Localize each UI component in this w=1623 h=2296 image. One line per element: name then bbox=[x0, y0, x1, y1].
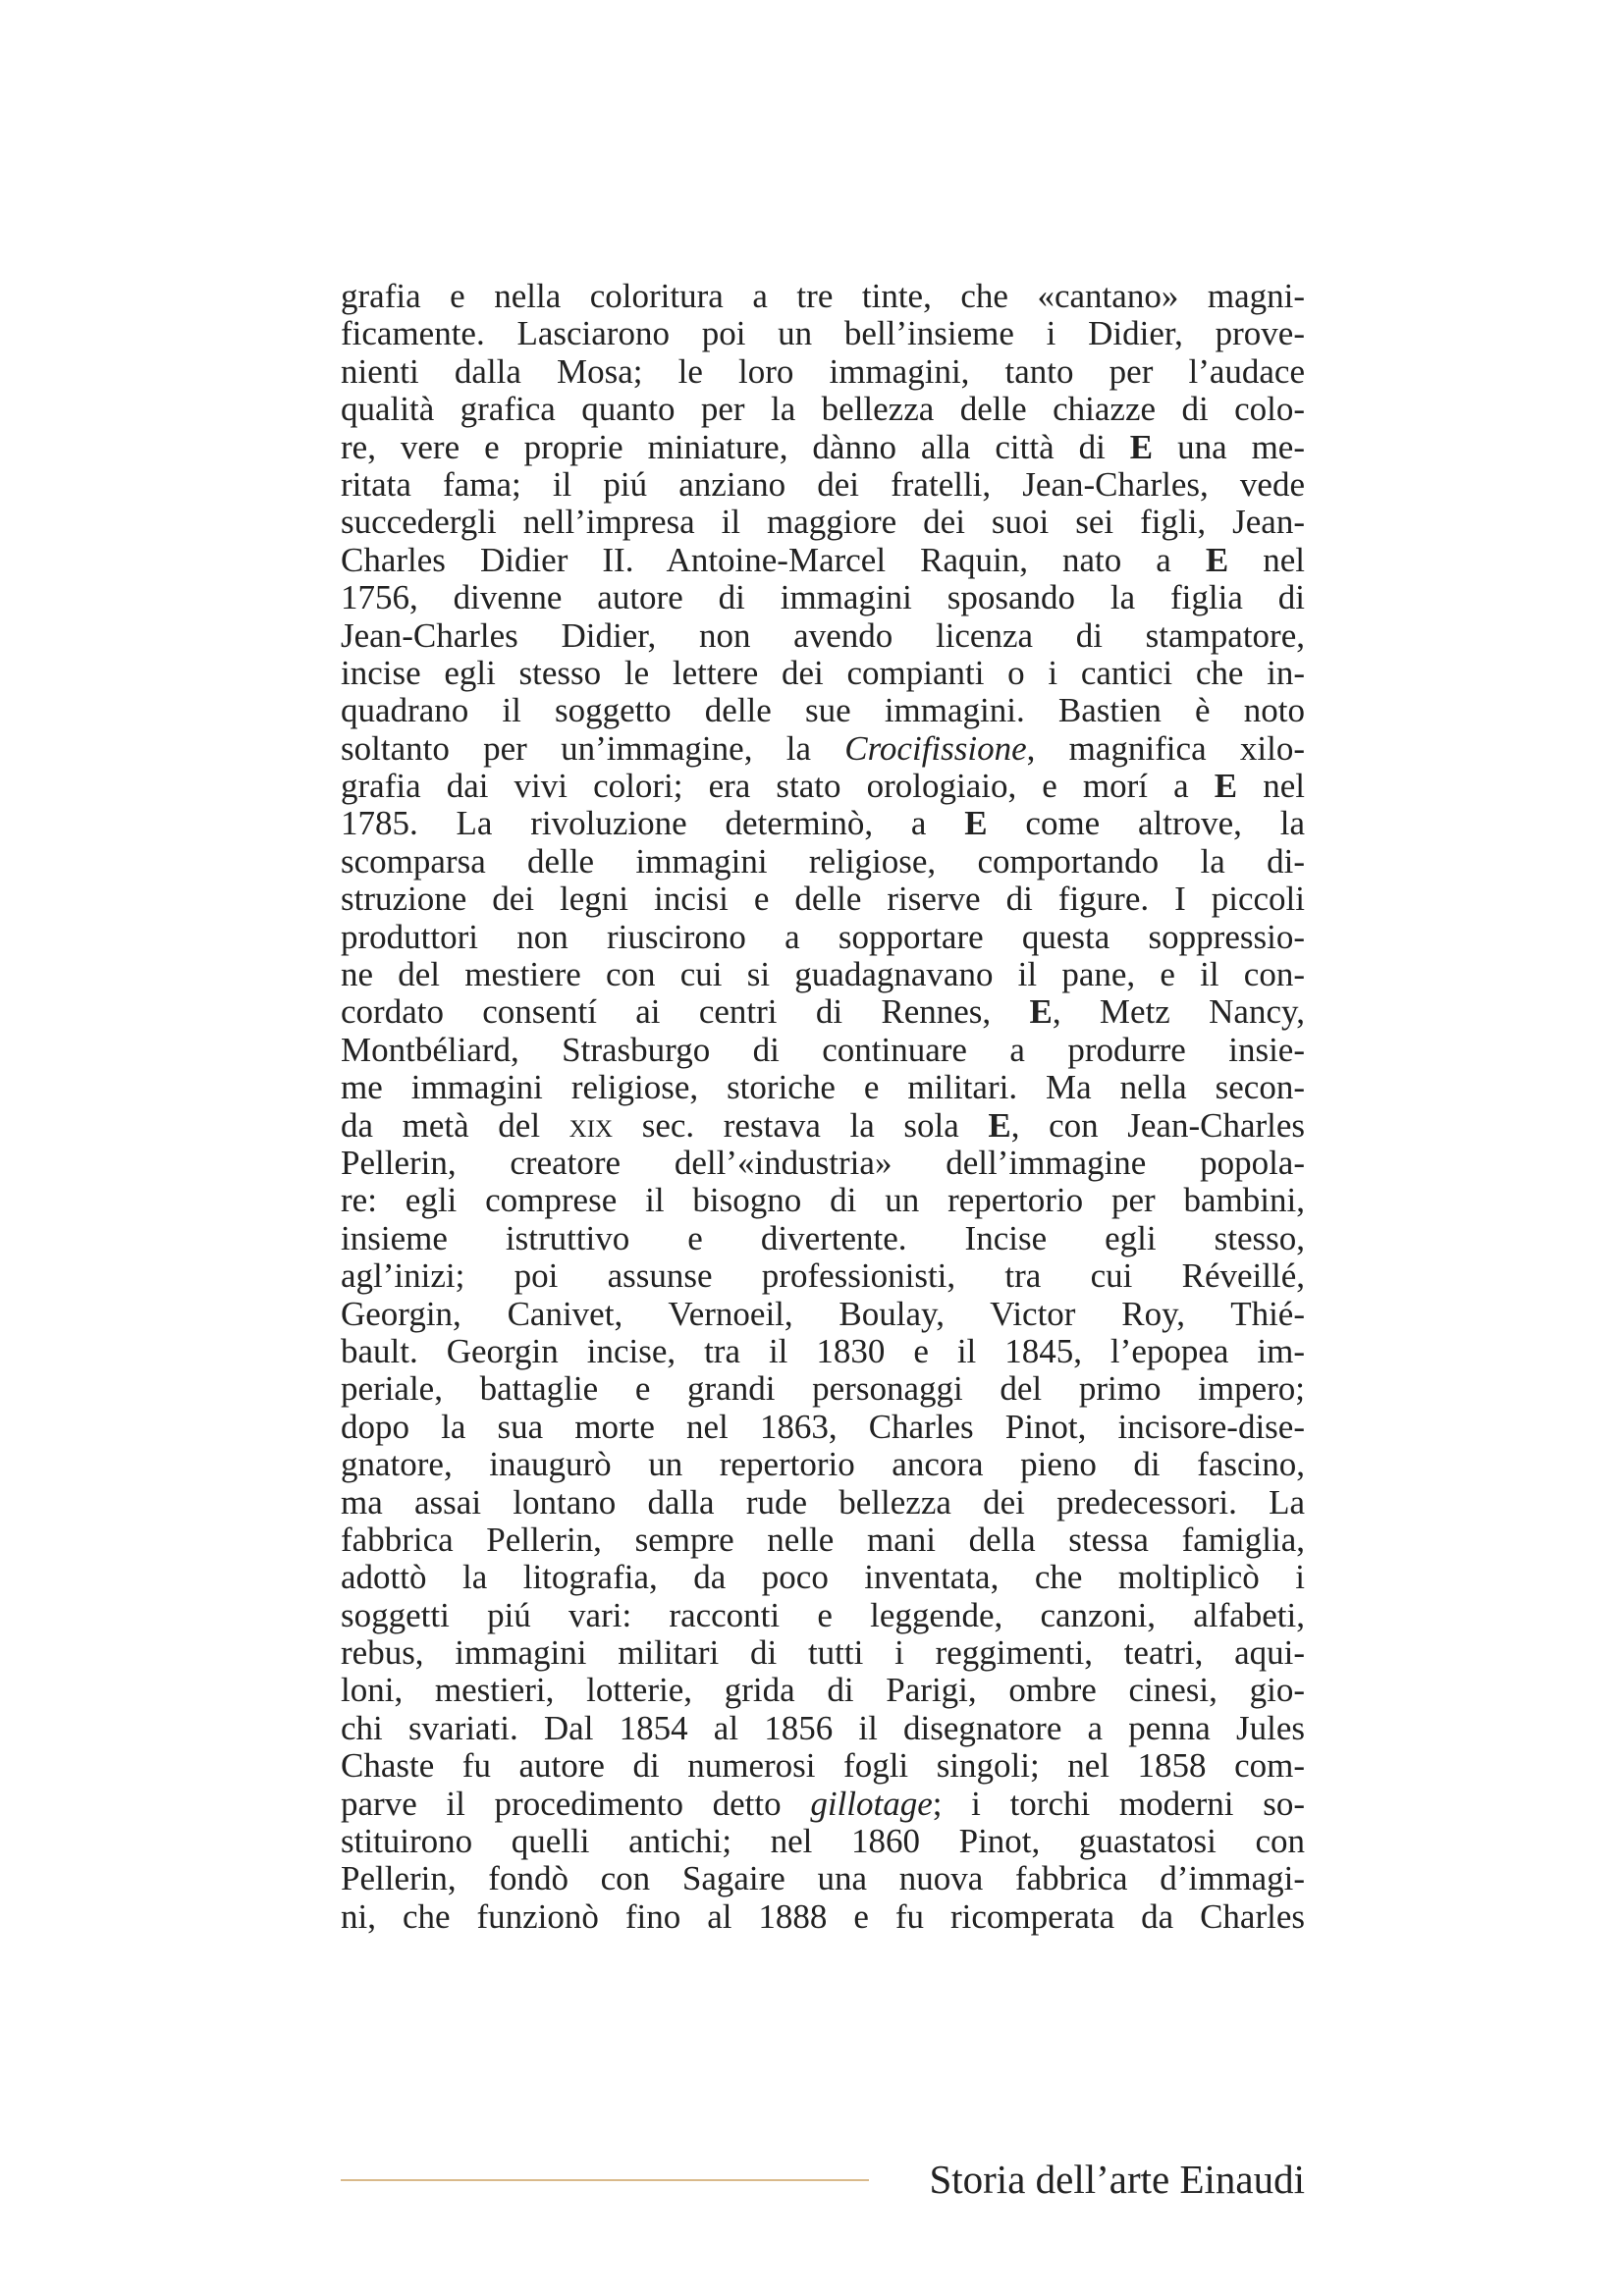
text-line: soggetti piú vari: racconti e leggende, canzoni, alfabeti, bbox=[341, 1595, 1305, 1634]
text-line: ma assai lontano dalla rude bellezza dei predecessori. La bbox=[341, 1482, 1305, 1522]
text-line: fabbrica Pellerin, sempre nelle mani della stessa famiglia, bbox=[341, 1520, 1305, 1559]
text-line: re, vere e proprie miniature, dànno alla città di E una me- bbox=[341, 427, 1305, 466]
text-line: Charles Didier II. Antoine-Marcel Raquin, nato a E nel bbox=[341, 540, 1305, 579]
text-line: Georgin, Canivet, Vernoeil, Boulay, Victor Roy, Thié- bbox=[341, 1294, 1305, 1333]
text-line: Chaste fu autore di numerosi fogli singoli; nel 1858 com- bbox=[341, 1746, 1305, 1786]
text-line: me immagini religiose, storiche e militari. Ma nella secon- bbox=[341, 1068, 1305, 1107]
text-line: 1756, divenne autore di immagini sposando la figlia di bbox=[341, 578, 1305, 617]
text-line: rebus, immagini militari di tutti i reggimenti, teatri, aqui- bbox=[341, 1633, 1305, 1673]
text-line: parve il procedimento detto gillotage; i torchi moderni so- bbox=[341, 1784, 1305, 1823]
text-line: grafia e nella coloritura a tre tinte, che «cantano» magni- bbox=[341, 277, 1305, 315]
text-line: struzione dei legni incisi e delle riserve di figure. I piccoli bbox=[341, 880, 1305, 919]
text-line: dopo la sua morte nel 1863, Charles Pinot, incisore-dise- bbox=[341, 1407, 1305, 1446]
text-line: ritata fama; il piú anziano dei fratelli, Jean-Charles, vede bbox=[341, 464, 1305, 504]
text-line: Pellerin, creatore dell’«industria» dell’immagine popola- bbox=[341, 1143, 1305, 1182]
text-line: insieme istruttivo e divertente. Incise egli stesso, bbox=[341, 1218, 1305, 1257]
text-line: ne del mestiere con cui si guadagnavano il pane, e il con- bbox=[341, 955, 1305, 994]
text-line: loni, mestieri, lotterie, grida di Parigi, ombre cinesi, gio- bbox=[341, 1671, 1305, 1710]
text-line: ni, che funzionò fino al 1888 e fu ricomperata da Charles bbox=[341, 1896, 1305, 1936]
text-line: re: egli comprese il bisogno di un repertorio per bambini, bbox=[341, 1181, 1305, 1220]
text-line: agl’inizi; poi assunse professionisti, tra cui Réveillé, bbox=[341, 1256, 1305, 1296]
text-line: scomparsa delle immagini religiose, comportando la di- bbox=[341, 841, 1305, 881]
footer-rule bbox=[341, 2179, 869, 2181]
text-line: bault. Georgin incise, tra il 1830 e il 1845, l’epopea im- bbox=[341, 1331, 1305, 1370]
text-line: Pellerin, fondò con Sagaire una nuova fabbrica d’immagi- bbox=[341, 1859, 1305, 1898]
text-line: grafia dai vivi colori; era stato orologiaio, e morí a E nel bbox=[341, 767, 1305, 806]
text-line: cordato consentí ai centri di Rennes, E, Metz Nancy, bbox=[341, 992, 1305, 1032]
text-line: periale, battaglie e grandi personaggi del primo impero; bbox=[341, 1369, 1305, 1409]
text-line: Jean-Charles Didier, non avendo licenza di stampatore, bbox=[341, 615, 1305, 655]
text-line: ficamente. Lasciarono poi un bell’insieme i Didier, prove- bbox=[341, 314, 1305, 353]
text-line: stituirono quelli antichi; nel 1860 Pinot, guastatosi con bbox=[341, 1822, 1305, 1861]
text-line: produttori non riuscirono a sopportare questa soppressio- bbox=[341, 917, 1305, 956]
page-footer bbox=[341, 2152, 1305, 2211]
text-line: incise egli stesso le lettere dei compianti o i cantici che in- bbox=[341, 653, 1305, 692]
text-line: da metà del xix sec. restava la sola E, con Jean-Charles bbox=[341, 1105, 1306, 1145]
text-line: succedergli nell’impresa il maggiore dei suoi sei figli, Jean- bbox=[341, 503, 1305, 542]
text-line: gnatore, inaugurò un repertorio ancora pieno di fascino, bbox=[341, 1445, 1305, 1484]
text-line: quadrano il soggetto delle sue immagini. Bastien è noto bbox=[341, 691, 1305, 730]
text-line: soltanto per un’immagine, la Crocifissione, magnifica xilo- bbox=[341, 728, 1305, 768]
text-line: 1785. La rivoluzione determinò, a E come altrove, la bbox=[341, 804, 1305, 843]
footer-title: Storia dell’arte Einaudi bbox=[929, 2157, 1305, 2202]
text-line: qualità grafica quanto per la bellezza delle chiazze di colo- bbox=[341, 390, 1305, 429]
body-text bbox=[341, 278, 1305, 1936]
text-line: nienti dalla Mosa; le loro immagini, tanto per l’audace bbox=[341, 351, 1305, 391]
text-line: Montbéliard, Strasburgo di continuare a produrre insie- bbox=[341, 1030, 1305, 1069]
text-line: chi svariati. Dal 1854 al 1856 il disegnatore a penna Jules bbox=[341, 1708, 1305, 1747]
text-line: adottò la litografia, da poco inventata, che moltiplicò i bbox=[341, 1558, 1305, 1597]
